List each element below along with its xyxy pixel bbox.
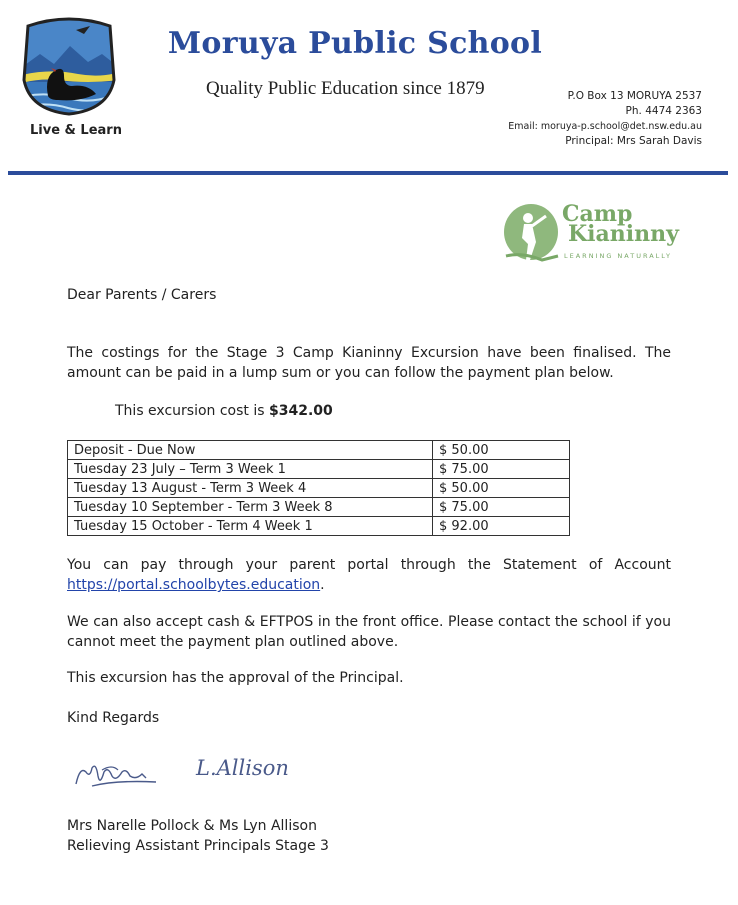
plan-amount: $ 50.00	[433, 441, 570, 460]
plan-item: Tuesday 13 August - Term 3 Week 4	[68, 479, 433, 498]
salutation: Dear Parents / Carers	[67, 287, 217, 303]
signatory-title: Relieving Assistant Principals Stage 3	[67, 838, 329, 854]
plan-amount: $ 50.00	[433, 479, 570, 498]
signature-allison: L.Allison	[196, 756, 289, 780]
school-tagline: Quality Public Education since 1879	[206, 78, 485, 99]
phone-number: Ph. 4474 2363	[625, 105, 702, 117]
plan-amount: $ 75.00	[433, 460, 570, 479]
table-row	[68, 498, 570, 517]
approval-text: This excursion has the approval of the Principal.	[67, 670, 404, 686]
portal-suffix: .	[320, 577, 325, 593]
intro-paragraph: The costings for the Stage 3 Camp Kianinny Excursion have been finalised. The amount can be paid in a lump sum or you can follow the payment plan below.	[67, 345, 671, 381]
school-motto: Live & Learn	[30, 123, 122, 138]
cost-label: This excursion cost is	[115, 403, 269, 419]
school-name: Moruya Public School	[167, 26, 543, 61]
camp-name	[562, 201, 679, 247]
plan-item: Tuesday 10 September - Term 3 Week 8	[68, 498, 433, 517]
portal-paragraph	[67, 555, 671, 595]
table-row	[68, 479, 570, 498]
handwritten-signature-icon	[72, 758, 162, 792]
payment-plan-table	[67, 440, 570, 536]
po-box: P.O Box 13 MORUYA 2537	[567, 90, 702, 102]
camp-name-line2: Kianinny	[568, 221, 679, 247]
camp-emblem-icon	[502, 202, 560, 266]
camp-name-line1: Camp	[562, 201, 633, 227]
header-divider	[8, 171, 728, 175]
plan-amount: $ 92.00	[433, 517, 570, 536]
plan-item: Tuesday 23 July – Term 3 Week 1	[68, 460, 433, 479]
contact-block	[508, 89, 702, 149]
signatory-names: Mrs Narelle Pollock & Ms Lyn Allison	[67, 818, 317, 834]
table-row	[68, 460, 570, 479]
plan-item: Tuesday 15 October - Term 4 Week 1	[68, 517, 433, 536]
camp-kianinny-logo	[502, 202, 708, 268]
cost-line	[115, 401, 719, 421]
signature-pollock	[72, 758, 162, 796]
portal-link[interactable]: https://portal.schoolbytes.education	[67, 577, 321, 593]
cost-amount: $342.00	[269, 403, 333, 419]
closing: Kind Regards	[67, 710, 160, 726]
portal-text: You can pay through your parent portal through the Statement of Account	[67, 557, 671, 573]
camp-subtitle: LEARNING NATURALLY	[564, 252, 673, 260]
table-row	[68, 517, 570, 536]
principal-name: Principal: Mrs Sarah Davis	[565, 135, 702, 147]
table-row	[68, 441, 570, 460]
plan-amount: $ 75.00	[433, 498, 570, 517]
cash-paragraph: We can also accept cash & EFTPOS in the front office. Please contact the school if you cannot meet the payment plan outlined above.	[67, 614, 671, 650]
plan-item: Deposit - Due Now	[68, 441, 433, 460]
email-address: Email: moruya-p.school@det.nsw.edu.au	[508, 121, 702, 132]
